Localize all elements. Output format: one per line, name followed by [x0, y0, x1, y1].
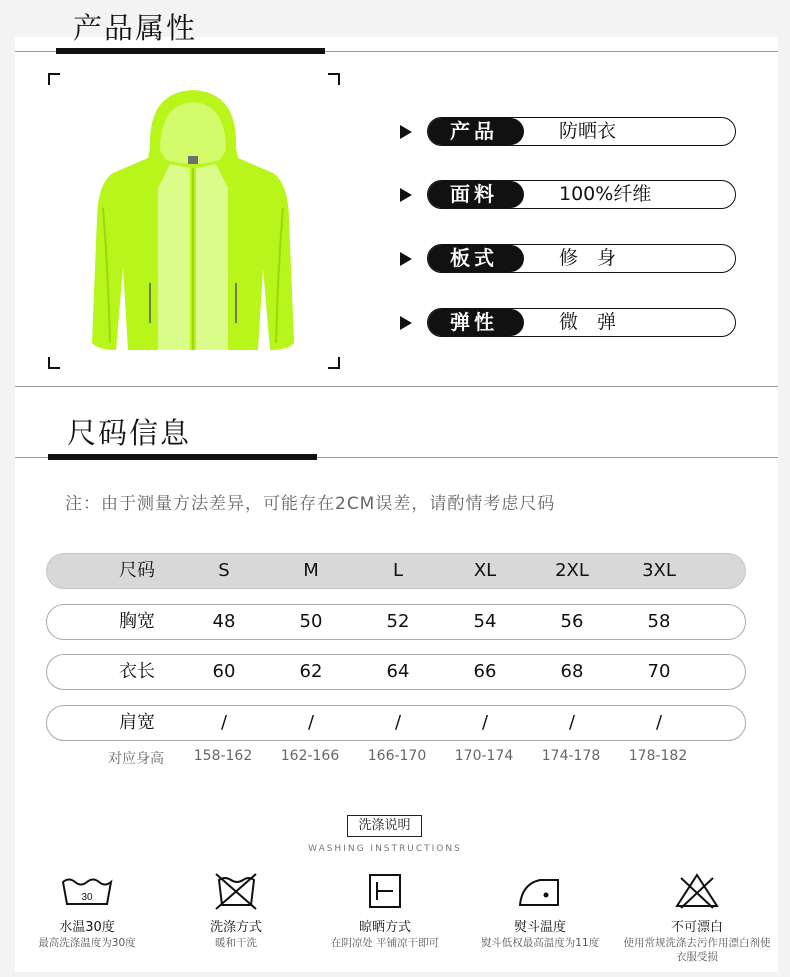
height-cell: 166-170 [367, 748, 427, 764]
wash-desc: 最高洗涤温度为30度 [38, 937, 136, 949]
title-underline [56, 48, 325, 54]
wash-desc: 熨斗低权最高温度为11度 [480, 937, 600, 949]
header-cell: 2XL [555, 560, 589, 581]
frame-corner [328, 357, 340, 369]
table-cell: 58 [647, 611, 671, 632]
attribute-value: 微 弹 [559, 311, 617, 333]
frame-corner [48, 357, 60, 369]
attribute-row-product [400, 117, 736, 147]
header-cell: M [303, 560, 319, 581]
wash-desc: 使用常规洗涤去污作用漂白剂使衣服受损 [623, 937, 771, 963]
row-label: 胸宽 [119, 611, 155, 632]
header-cell: XL [473, 560, 497, 581]
table-cell: 66 [473, 661, 497, 682]
title-underline [48, 454, 317, 460]
attribute-key: 弹性 [428, 309, 524, 336]
no-dryclean-icon [206, 872, 266, 910]
height-cell: 174-178 [541, 748, 601, 764]
table-row [46, 604, 746, 640]
table-cell: / [307, 712, 315, 733]
wash-label: 水温30度 [59, 920, 115, 935]
table-cell: 48 [212, 611, 236, 632]
row-label: 肩宽 [119, 712, 155, 733]
table-cell: 60 [212, 661, 236, 682]
wash-30-icon [57, 872, 117, 910]
jacket-image [88, 88, 298, 356]
attribute-pill [427, 244, 736, 273]
size-table-header [46, 553, 746, 589]
table-cell: / [655, 712, 663, 733]
wash-label: 洗涤方式 [209, 920, 262, 935]
table-cell: / [568, 712, 576, 733]
header-cell: 3XL [642, 560, 676, 581]
table-cell: / [481, 712, 489, 733]
arrow-right-icon [400, 252, 412, 266]
size-section-title: 尺码信息 [67, 416, 192, 450]
attribute-value: 100%纤维 [559, 183, 652, 205]
header-cell: L [392, 560, 404, 581]
table-cell: 70 [647, 661, 671, 682]
table-cell: 68 [560, 661, 584, 682]
table-row [46, 705, 746, 741]
table-row [46, 654, 746, 690]
attribute-row-elasticity [400, 308, 736, 338]
height-row [46, 748, 744, 768]
attribute-value: 修 身 [559, 247, 617, 269]
attribute-pill [427, 308, 736, 337]
table-cell: / [220, 712, 228, 733]
height-label: 对应身高 [108, 751, 164, 767]
size-note: 注：由于测量方法差异，可能存在2CM误差，请酌情考虑尺码 [65, 494, 556, 514]
table-cell: 50 [299, 611, 323, 632]
table-cell: 56 [560, 611, 584, 632]
height-cell: 170-174 [454, 748, 514, 764]
wash-label: 晾晒方式 [358, 920, 411, 935]
product-section-title: 产品属性 [73, 11, 198, 45]
table-cell: 52 [386, 611, 410, 632]
height-cell: 178-182 [628, 748, 688, 764]
table-cell: / [394, 712, 402, 733]
height-cell: 162-166 [280, 748, 340, 764]
divider [15, 386, 778, 387]
wash-label: 不可漂白 [670, 920, 723, 935]
attribute-key: 板式 [428, 245, 524, 272]
height-cell: 158-162 [193, 748, 253, 764]
attribute-value: 防晒衣 [559, 120, 617, 142]
arrow-right-icon [400, 125, 412, 139]
washing-subtitle: WASHING INSTRUCTIONS [308, 844, 462, 854]
wash-label: 熨斗温度 [513, 920, 566, 935]
table-cell: 54 [473, 611, 497, 632]
iron-low-icon [510, 872, 570, 910]
frame-corner [328, 73, 340, 85]
frame-corner [48, 73, 60, 85]
attribute-row-fabric [400, 180, 736, 210]
attribute-pill [427, 180, 736, 209]
no-bleach-icon [667, 872, 727, 910]
table-cell: 64 [386, 661, 410, 682]
dry-flat-icon [355, 872, 415, 910]
arrow-right-icon [400, 188, 412, 202]
attribute-pill [427, 117, 736, 146]
table-cell: 62 [299, 661, 323, 682]
svg-text:30: 30 [81, 892, 93, 903]
wash-desc: 在阴凉处 平铺凉干即可 [330, 937, 440, 949]
header-cell: S [218, 560, 230, 581]
attribute-key: 产品 [428, 118, 524, 145]
attribute-row-fit [400, 244, 736, 274]
attribute-key: 面料 [428, 181, 524, 208]
wash-desc: 暖和干洗 [215, 937, 257, 949]
row-label: 衣长 [119, 661, 155, 682]
header-cell: 尺码 [119, 560, 155, 581]
arrow-right-icon [400, 316, 412, 330]
washing-title: 洗涤说明 [347, 815, 422, 837]
